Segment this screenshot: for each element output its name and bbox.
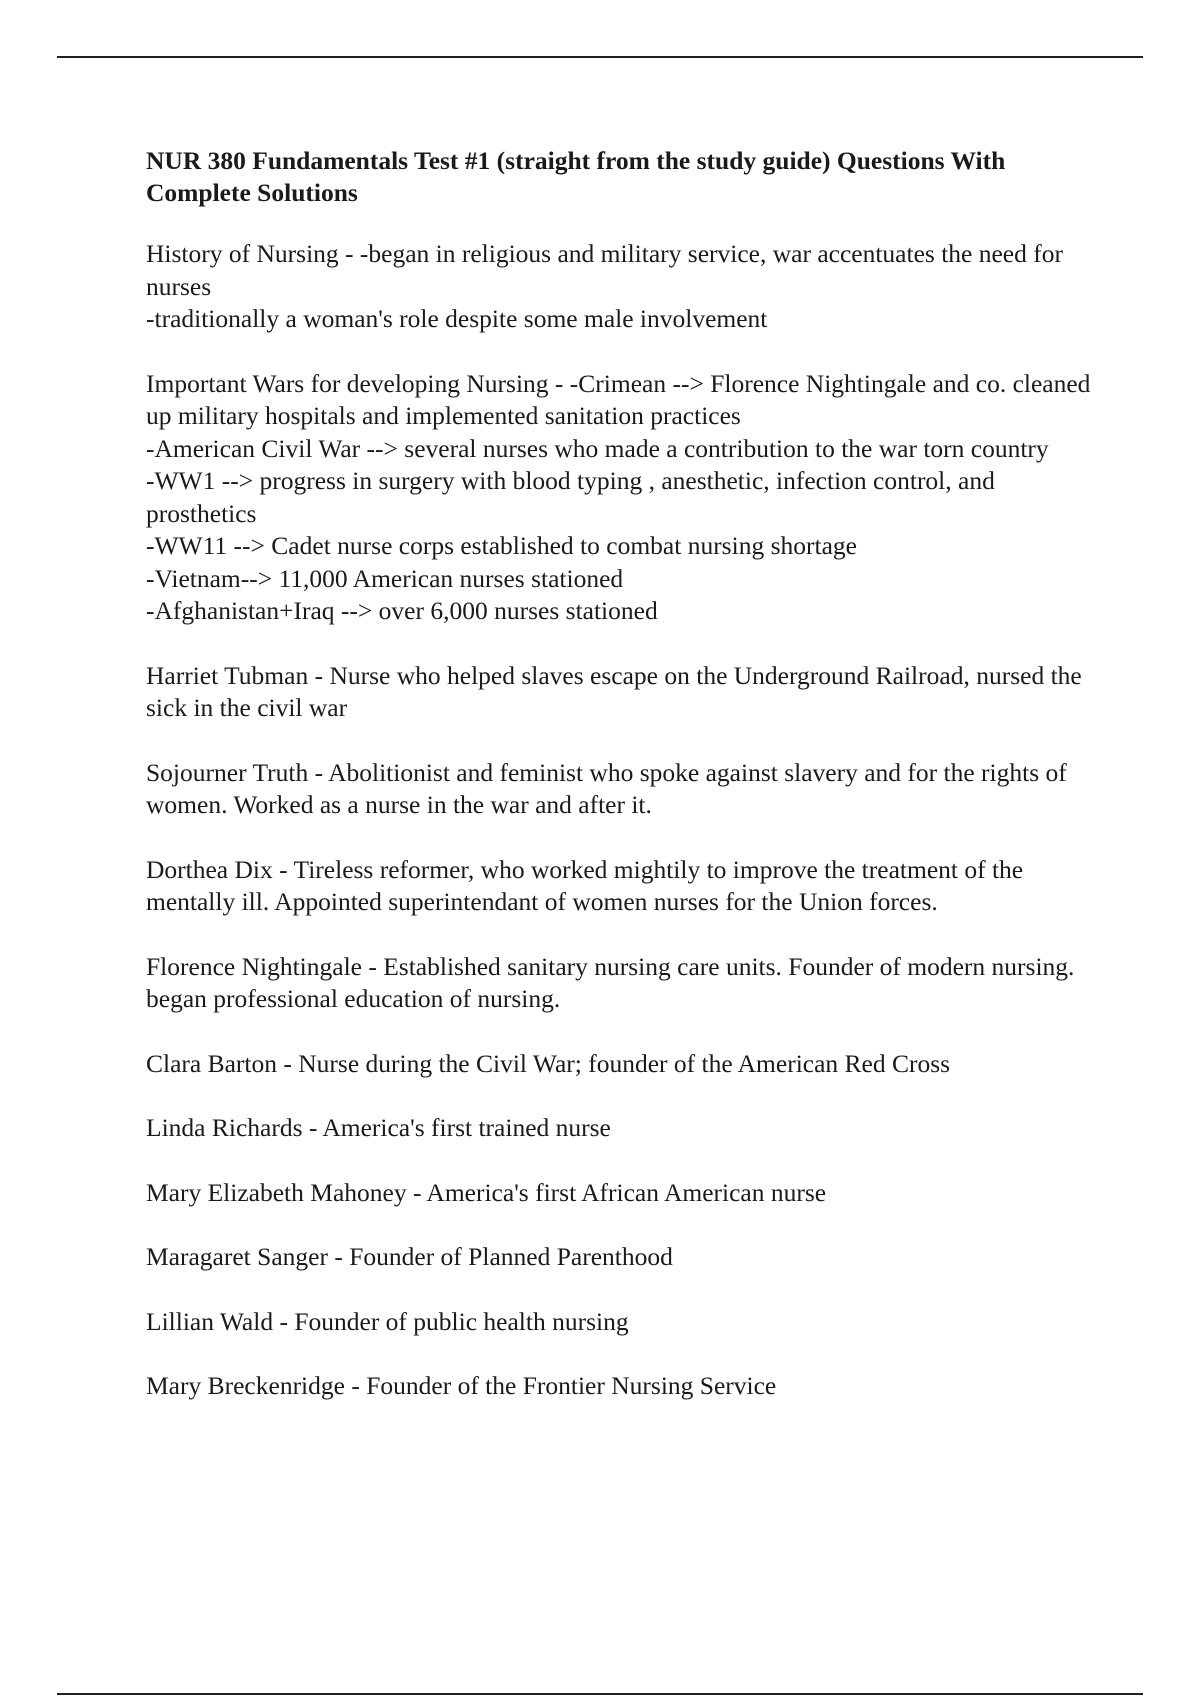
document-body <box>146 145 1096 1435</box>
document-title: NUR 380 Fundamentals Test #1 (straight from the study guide) Questions With Complete Solutions <box>146 146 1006 207</box>
entry-line: -Vietnam--> 11,000 American nurses stationed <box>146 563 624 593</box>
entry-lillian-wald <box>146 1306 1096 1339</box>
entry-line: Mary Elizabeth Mahoney - America's first African American nurse <box>146 1177 827 1207</box>
entry-line: Lillian Wald - Founder of public health nursing <box>146 1306 629 1336</box>
entry-mary-elizabeth-mahoney <box>146 1177 1096 1210</box>
entry-line: -WW1 --> progress in surgery with blood typing , anesthetic, infection control, and prosthetics <box>146 466 995 528</box>
entry-line: -American Civil War --> several nurses who made a contribution to the war torn country <box>146 433 1049 463</box>
entry-important-wars <box>146 368 1096 628</box>
entry-line: Dorthea Dix - Tireless reformer, who worked mightily to improve the treatment of the mentally ill. Appointed superintendant of women nurses for the Union forces. <box>146 854 1024 916</box>
entry-line: -WW11 --> Cadet nurse corps established to combat nursing shortage <box>146 531 857 560</box>
entry-line: Sojourner Truth - Abolitionist and feminist who spoke against slavery and for the rights of women. Worked as a nurse in the war and after it. <box>146 757 1067 819</box>
entry-florence-nightingale <box>146 951 1096 1016</box>
entry-dorthea-dix <box>146 854 1096 919</box>
entry-line: -traditionally a woman's role despite some male involvement <box>146 304 768 333</box>
entry-line: Maragaret Sanger - Founder of Planned Parenthood <box>146 1242 673 1271</box>
entry-line: Clara Barton - Nurse during the Civil War; founder of the American Red Cross <box>146 1048 951 1078</box>
entry-line: Harriet Tubman - Nurse who helped slaves escape on the Underground Railroad, nursed the sick in the civil war <box>146 660 1082 722</box>
entry-clara-barton <box>146 1048 1096 1081</box>
entry-line: Linda Richards - America's first trained nurse <box>146 1113 611 1142</box>
entry-maragaret-sanger <box>146 1241 1096 1274</box>
bottom-rule <box>57 1693 1143 1695</box>
entry-line: History of Nursing - -began in religious and military service, war accentuates the need for nurses <box>146 239 1063 301</box>
entry-history-of-nursing <box>146 238 1096 336</box>
entry-linda-richards <box>146 1112 1096 1145</box>
entry-line: Important Wars for developing Nursing - -Crimean --> Florence Nightingale and co. cleaned up military hospitals and implemented sanitation practices <box>146 368 1091 430</box>
entry-sojourner-truth <box>146 757 1096 822</box>
entry-line: -Afghanistan+Iraq --> over 6,000 nurses stationed <box>146 596 658 625</box>
top-rule <box>57 56 1143 58</box>
entry-line: Mary Breckenridge - Founder of the Frontier Nursing Service <box>146 1371 777 1400</box>
entry-mary-breckenridge <box>146 1370 1096 1403</box>
entry-harriet-tubman <box>146 660 1096 725</box>
entry-line: Florence Nightingale - Established sanitary nursing care units. Founder of modern nursing. began professional education of nursing. <box>146 951 1075 1013</box>
